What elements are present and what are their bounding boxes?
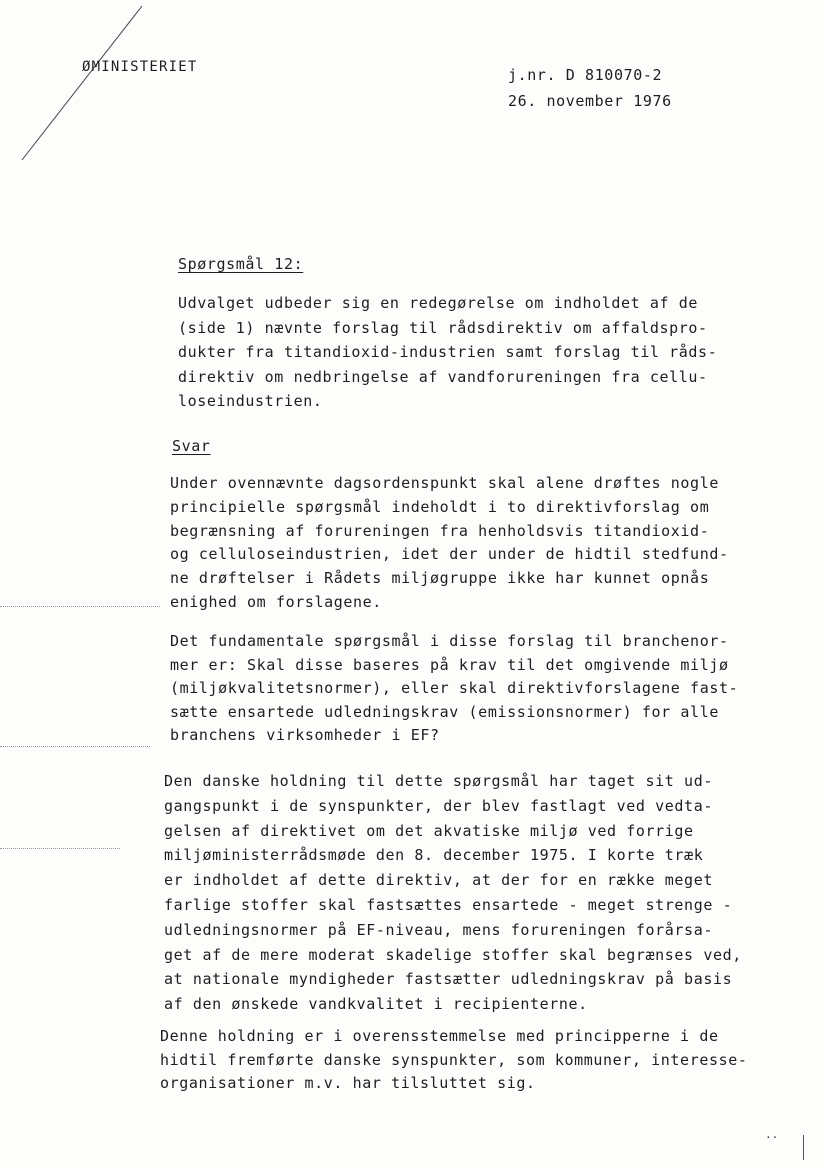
text-line: enighed om forslagene. [170, 592, 382, 611]
text-line: begrænsning af forureningen fra henholdsvis titandioxid- [170, 521, 710, 540]
text-line: ne drøftelser i Rådets miljøgruppe ikke har kunnet opnås [170, 569, 710, 588]
margin-guide-line [0, 606, 160, 607]
text-line: Denne holdning er i overensstemmelse med principperne i de [160, 1027, 719, 1045]
margin-guide-line [0, 746, 150, 747]
text-line: og celluloseindustrien, idet der under de hidtil stedfund- [170, 545, 729, 564]
text-line: principielle spørgsmål indeholdt i to direktivforslag om [170, 497, 710, 516]
answer-paragraph-3 [164, 769, 742, 1017]
answer-paragraph-4 [160, 1025, 747, 1096]
text-line: gelsen af direktivet om det akvatiske miljø ved forrige [164, 821, 694, 840]
ministry-name: ØMINISTERIET [82, 59, 198, 75]
text-line: udledningsnormer på EF-niveau, mens forureningen forårsa- [164, 920, 713, 939]
text-line: hidtil fremførte danske synspunkter, som kommuner, interesse- [160, 1050, 748, 1069]
text-line: (miljøkvalitetsnormer), eller skal direktivforslagene fast- [170, 679, 739, 697]
text-line: branchens virksomheder i EF? [170, 726, 440, 744]
text-line: (side 1) nævnte forslag til rådsdirektiv om affaldspro- [178, 318, 708, 337]
text-line: get af de mere moderat skadelige stoffer skal begrænses ved, [164, 945, 742, 964]
question-paragraph [178, 291, 717, 414]
text-line: miljøministerrådsmøde den 8. december 1975. I korte træk [164, 846, 704, 865]
text-line: Udvalget udbeder sig en redegørelse om indholdet af de [178, 294, 699, 312]
text-line: at nationale myndigheder fastsætter udledningskrav på basis [164, 970, 733, 989]
journal-number: j.nr. D 810070-2 [508, 66, 663, 84]
text-line: organisationer m.v. har tilsluttet sig. [160, 1074, 536, 1092]
text-line: af den ønskede vandkvalitet i recipienterne. [164, 995, 588, 1014]
text-line: er indholdet af dette direktiv, at der for en række meget [164, 871, 713, 890]
text-line: Den danske holdning til dette spørgsmål har taget sit ud- [164, 772, 713, 790]
text-line: direktiv om nedbringelse af vandforureningen fra cellu- [178, 367, 708, 386]
text-line: Det fundamentale spørgsmål i disse forslag til branchenor- [170, 632, 729, 650]
page-edge-mark [803, 1135, 804, 1160]
text-line: loseindustrien. [178, 392, 323, 410]
text-line: mer er: Skal disse baseres på krav til det omgivende miljø [170, 655, 729, 674]
question-heading: Spørgsmål 12: [178, 255, 304, 273]
answer-heading: Svar [172, 437, 211, 455]
text-line: dukter fra titandioxid-industrien samt forslag til råds- [178, 343, 718, 361]
text-line: farlige stoffer skal fastsættes ensartede - meget strenge - [164, 895, 733, 914]
text-line: sætte ensartede udledningskrav (emissionsnormer) for alle [170, 702, 719, 721]
margin-guide-line [0, 848, 120, 849]
document-date: 26. november 1976 [508, 92, 672, 110]
answer-paragraph-1 [170, 472, 729, 615]
text-line: gangspunkt i de synspunkter, der blev fastlagt ved vedta- [164, 796, 713, 815]
answer-paragraph-2 [170, 630, 738, 748]
text-line: Under ovennævnte dagsordenspunkt skal alene drøftes nogle [170, 474, 719, 492]
continuation-mark: .. [765, 1128, 779, 1141]
